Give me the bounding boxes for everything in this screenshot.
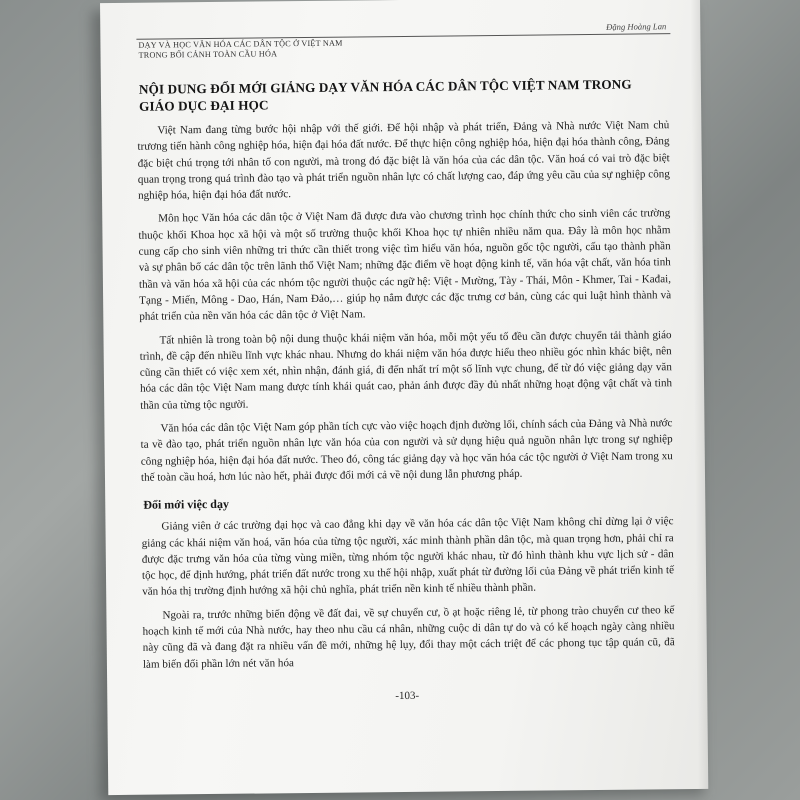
page-edge — [690, 0, 708, 789]
paragraph-4: Văn hóa các dân tộc Việt Nam góp phần tích cực vào việc hoạch định đường lối, chính sách của Đảng và Nhà nước ta về đào tạo, phát triển nguồn nhân lực văn hóa của con người và sử dụng hiệu quả nguồn nhân lực trong sự nghiệp công nghiệp hóa, hiện đại hóa đất nước. Theo đó, công tác giảng dạy và học văn hóa các tộc người ở Việt Nam trong xu thế toàn cầu hoá, hơn lúc nào hết, phải được đổi mới cả về nội dung lẫn phương pháp. — [140, 417, 673, 484]
header-author: Đặng Hoàng Lan — [606, 21, 667, 32]
section-title-line1: NỘI DUNG ĐỔI MỚI GIẢNG DẠY VĂN HÓA CÁC DÂN TỘC VIỆT NAM TRONG — [138, 76, 632, 97]
header-book-title-line2: TRONG BỐI CẢNH TOÀN CẦU HÓA — [138, 49, 278, 60]
book-page — [100, 0, 708, 795]
header-rule — [136, 33, 670, 40]
paragraph-6: Ngoài ra, trước những biến động về đất đai, về sự chuyển cư, ồ ạt hoặc riêng lẻ, từ phong trào chuyển cư theo kế hoạch kinh tế mới của Nhà nước, hay theo nhu cầu cá nhân, những cuộc di dân tự do và có kế hoạch ngày càng nhiều này cũng đã và đang đặt ra nhiều vấn đề mới, những hệ lụy, đổi thay một cách triệt để các phong tục tập quán cũ, đã làm biến đổi phần lớn nét văn hóa — [142, 603, 675, 671]
subheading: Đổi mới việc dạy — [143, 497, 229, 512]
page-number: -103- — [395, 689, 420, 703]
paragraph-3: Tất nhiên là trong toàn bộ nội dung thuộc khái niệm văn hóa, mỗi một yếu tố đều cần được chuyển tải thành giáo trình, đề cập đến nhiều lĩnh vực khác nhau. Nhưng do khái niệm văn hóa được hiểu theo nhiều góc nhìn khác biệt, nên cũng cần thiết có việc xem xét, nhìn nhận, đánh giá, đi đến nhất trí một số lĩnh vực chung, để từ đó việc giảng dạy văn hóa các dân tộc Việt Nam mang được tính khái quát cao, phản ánh được đầy đủ nhất những hoạt động vật chất và tinh thần của từng tộc người. — [139, 328, 673, 412]
header-book-title — [138, 39, 342, 61]
section-title-line2: GIÁO DỤC ĐẠI HỌC — [139, 97, 269, 114]
page-content — [137, 75, 675, 672]
section-title — [139, 75, 669, 115]
paragraph-5: Giảng viên ở các trường đại học và cao đẳng khi dạy về văn hóa các dân tộc Việt Nam không chỉ dừng lại ở việc giảng các khái niệm văn hoá, văn hóa của từng tộc người, xác minh thành phần dân tộc, mà quan trọng hơn, phải chỉ ra được đặc trưng văn hóa của từng vùng miền, từng nhóm tộc người khác nhau, từ đó hình thành khu vực lịch sử - dân tộc học, để định hướng, phát triển đất nước trong xu thế hội nhập, xuất phát từ đường lối của Đảng về phát triển kinh tế văn hóa thị trường định hướng xã hội chủ nghĩa, phát triển nền kinh tế nhiều thành phần. — [141, 515, 675, 599]
paragraph-2: Môn học Văn hóa các dân tộc ở Việt Nam đã được đưa vào chương trình học chính thức cho sinh viên các trường thuộc khối Khoa học xã hội và một số trường thuộc khối Khoa học tự nhiên nhiều năm qua. Đây là môn học nhằm cung cấp cho sinh viên những tri thức cần thiết trong việc tìm hiểu văn hóa, nguồn gốc tộc người, cấu tạo thành phần và sự phân bố các dân tộc trên lãnh thổ Việt Nam; những đặc điểm về hoạt động kinh tế, văn hóa vật chất, văn hóa tinh thần và văn hóa xã hội của các nhóm tộc người thuộc các ngữ hệ: Việt - Mường, Tày - Thái, Môn - Khmer, Tai - Kađai, Tạng - Miến, Mông - Dao, Hán, Nam Đảo,… giúp họ nắm được các đặc trưng cơ bản, cùng các qui luật hình thành và phát triển của nền văn hóa các dân tộc ở Việt Nam. — [138, 207, 672, 324]
header-book-title-line1: DẠY VÀ HỌC VĂN HÓA CÁC DÂN TỘC Ở VIỆT NAM — [138, 38, 343, 50]
paragraph-1: Việt Nam đang từng bước hội nhập với thế giới. Để hội nhập và phát triển, Đảng và Nhà nước Việt Nam chủ trương tiến hành công nghiệp hóa, hiện đại hóa đất nước. Để thực hiện công nghiệp hóa, hiện đại hóa thành công, Đảng đặc biệt chú trọng tới nhân tố con người, mà trong đó đặc biệt là văn hóa của các dân tộc. Văn hoá có vai trò đặc biệt quan trọng trong quá trình đào tạo và phát triển nguồn nhân lực có chất lượng cao, đáp ứng yêu cầu của sự nghiệp công nghiệp hóa, hiện đại hóa đất nước. — [137, 119, 670, 202]
running-header — [136, 19, 670, 65]
